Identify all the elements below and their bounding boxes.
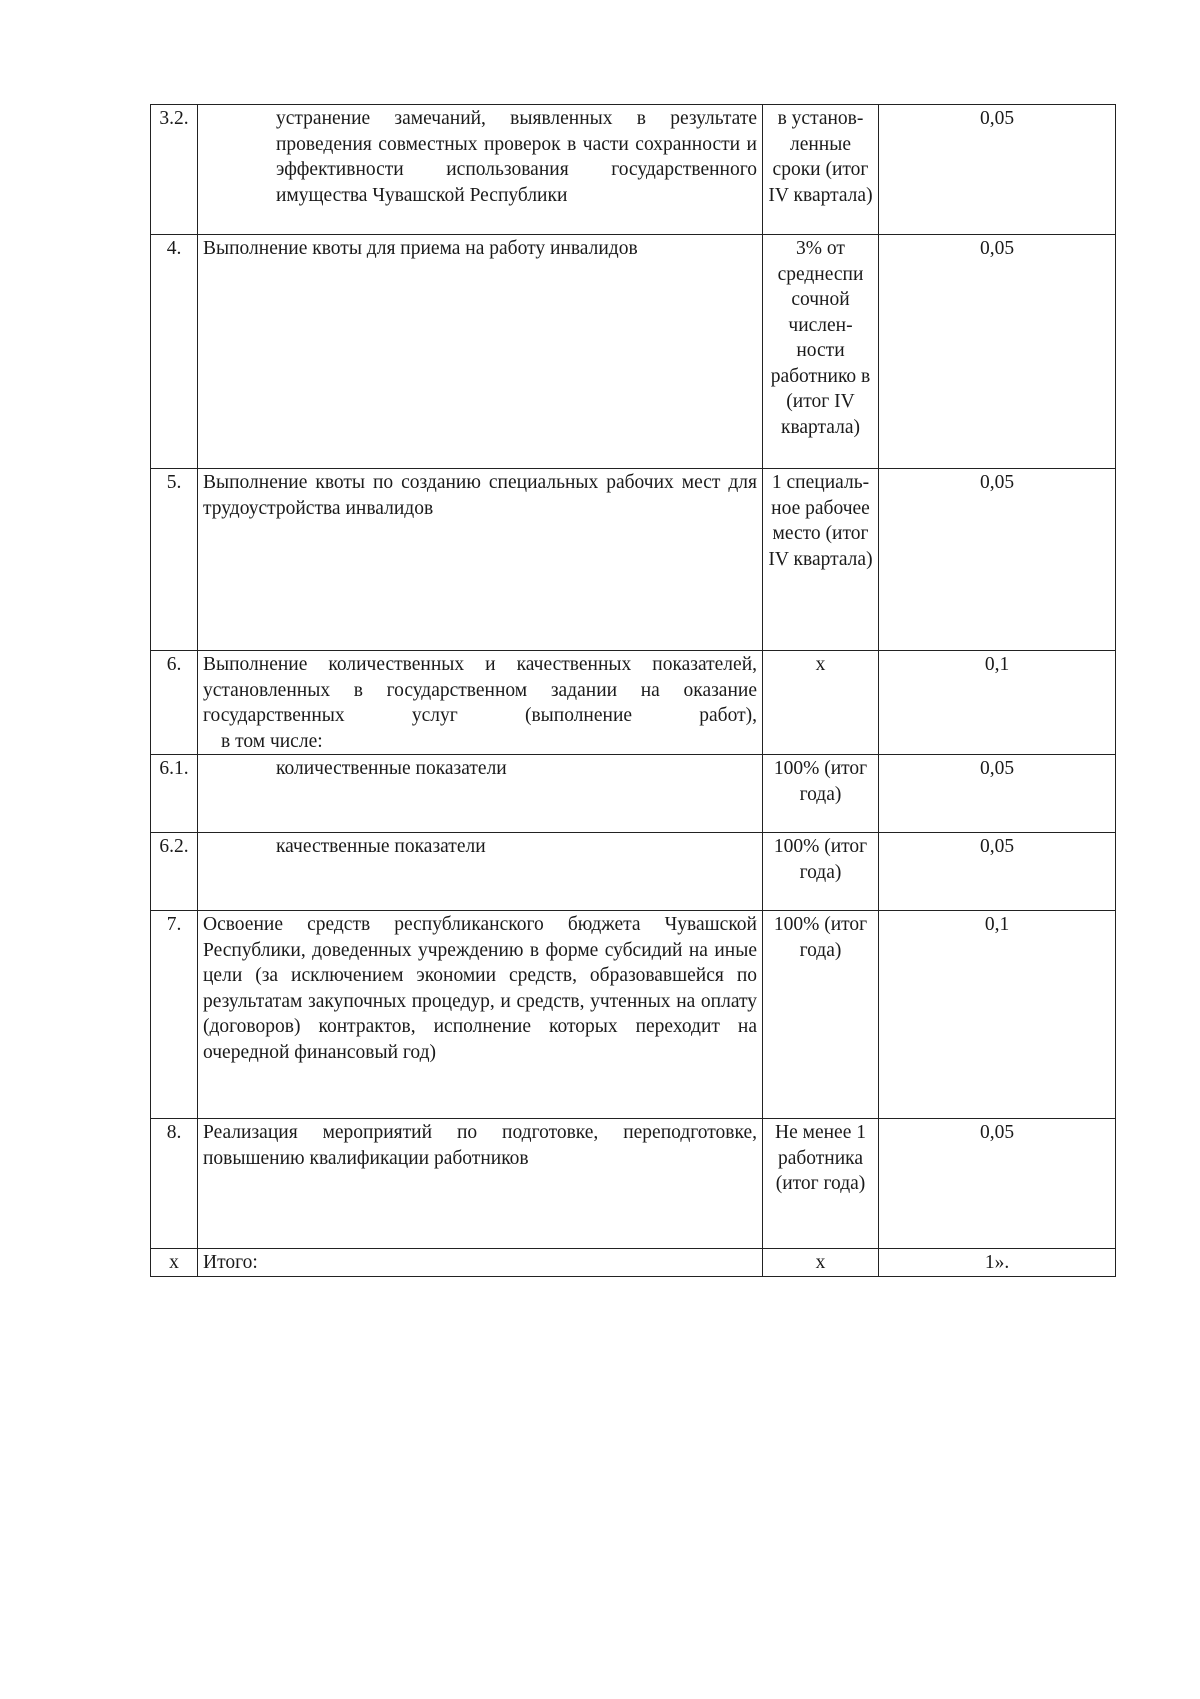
row-description: устранение замечаний, выявленных в результате проведения совместных проверок в части сохранности и эффективности использования государственного имущества Чувашской Республики — [198, 105, 763, 235]
table-row — [151, 833, 1116, 911]
table-row — [151, 755, 1116, 833]
table-row — [151, 1119, 1116, 1249]
row-number: 3.2. — [151, 105, 198, 235]
row-description-main: Выполнение количественных и качественных показателей, установленных в государственном задании на оказание государственных услуг (выполнение работ), — [203, 654, 757, 726]
row-weight: 0,05 — [879, 469, 1116, 651]
row-number: 4. — [151, 235, 198, 469]
row-weight: 0,1 — [879, 911, 1116, 1119]
row-term: 100% (итог года) — [763, 911, 879, 1119]
row-description: Выполнение квоты по созданию специальных рабочих мест для трудоустройства инвалидов — [198, 469, 763, 651]
indicators-table — [150, 104, 1116, 1277]
row-weight: 0,05 — [879, 105, 1116, 235]
row-term: 100% (итог года) — [763, 833, 879, 911]
row-number: х — [151, 1249, 198, 1277]
row-weight: 0,05 — [879, 235, 1116, 469]
row-weight: 0,1 — [879, 651, 1116, 755]
row-description: Итого: — [198, 1249, 763, 1277]
row-description: Реализация мероприятий по подготовке, переподготовке, повышению квалификации работников — [198, 1119, 763, 1249]
row-number: 5. — [151, 469, 198, 651]
row-term: в установ-ленные сроки (итог IV квартала) — [763, 105, 879, 235]
table-row — [151, 911, 1116, 1119]
row-term: 1 специаль-ное рабочее место (итог IV квартала) — [763, 469, 879, 651]
row-weight: 0,05 — [879, 833, 1116, 911]
row-description: Освоение средств республиканского бюджета Чувашской Республики, доведенных учреждению в форме субсидий на иные цели (за исключением экономии средств, образовавшейся по результатам закупочных процедур, и средств, учтенных на оплату (договоров) контрактов, исполнение которых переходит на очередной финансовый год) — [198, 911, 763, 1119]
table-row — [151, 651, 1116, 755]
row-description — [198, 651, 763, 755]
row-term: Не менее 1 работника (итог года) — [763, 1119, 879, 1249]
row-weight: 1». — [879, 1249, 1116, 1277]
row-number: 8. — [151, 1119, 198, 1249]
row-number: 6. — [151, 651, 198, 755]
row-description: качественные показатели — [198, 833, 763, 911]
table-row — [151, 469, 1116, 651]
row-description-sub: в том числе: — [221, 730, 323, 752]
table-row — [151, 235, 1116, 469]
row-weight: 0,05 — [879, 1119, 1116, 1249]
row-weight: 0,05 — [879, 755, 1116, 833]
row-description: количественные показатели — [198, 755, 763, 833]
row-term: х — [763, 651, 879, 755]
row-term: х — [763, 1249, 879, 1277]
row-number: 7. — [151, 911, 198, 1119]
table-row — [151, 105, 1116, 235]
row-term: 100% (итог года) — [763, 755, 879, 833]
row-number: 6.1. — [151, 755, 198, 833]
table-row-total — [151, 1249, 1116, 1277]
row-term: 3% от среднеспи сочной числен-ности работнико в (итог IV квартала) — [763, 235, 879, 469]
row-description: Выполнение квоты для приема на работу инвалидов — [198, 235, 763, 469]
row-number: 6.2. — [151, 833, 198, 911]
